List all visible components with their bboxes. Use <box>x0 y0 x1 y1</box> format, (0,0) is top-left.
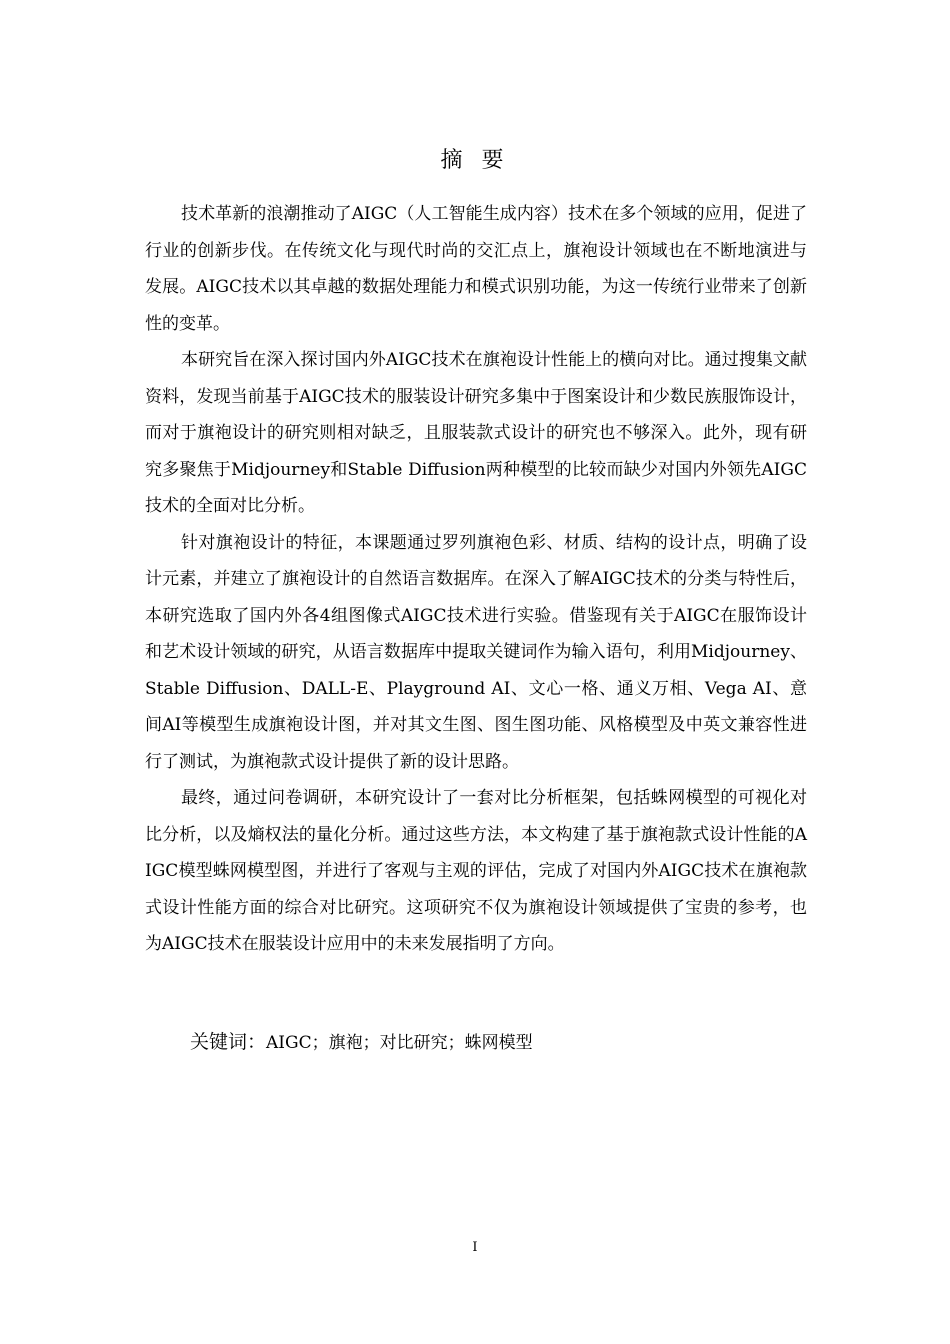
abstract-paragraph-3: 针对旗袍设计的特征，本课题通过罗列旗袍色彩、材质、结构的设计点，明确了设计元素，并建立了旗袍设计的自然语言数据库。在深入了解AIGC技术的分类与特性后，本研究选取了国内外各4组图像式AIGC技术进行实验。借鉴现有关于AIGC在服饰设计和艺术设计领域的研究，从语言数据库中提取关键词作为输入语句，利用Midjourney、Stable Diffusion、DALL-E、Playground AI、文心一格、通义万相、Vega AI、意间AI等模型生成旗袍设计图，并对其文生图、图生图功能、风格模型及中英文兼容性进行了测试，为旗袍款式设计提供了新的设计思路。 <box>145 532 807 772</box>
page-number: I <box>472 1240 478 1255</box>
keywords-label: 关键词： <box>190 1031 267 1053</box>
abstract-title: 摘 要 <box>440 148 510 173</box>
keywords-line <box>190 1024 810 1061</box>
keywords-value: AIGC；旗袍；对比研究；蛛网模型 <box>266 1033 533 1053</box>
abstract-body <box>145 196 807 963</box>
abstract-paragraph-4: 最终，通过问卷调研，本研究设计了一套对比分析框架，包括蛛网模型的可视化对比分析，以及熵权法的量化分析。通过这些方法，本文构建了基于旗袍款式设计性能的AIGC模型蛛网模型图，并进行了客观与主观的评估，完成了对国内外AIGC技术在旗袍款式设计性能方面的综合对比研究。这项研究不仅为旗袍设计领域提供了宝贵的参考，也为AIGC技术在服装设计应用中的未来发展指明了方向。 <box>145 788 807 954</box>
abstract-paragraph-1: 技术革新的浪潮推动了AIGC（人工智能生成内容）技术在多个领域的应用，促进了行业的创新步伐。在传统文化与现代时尚的交汇点上，旗袍设计领域也在不断地演进与发展。AIGC技术以其卓越的数据处理能力和模式识别功能，为这一传统行业带来了创新性的变革。 <box>145 204 807 334</box>
abstract-paragraph-2: 本研究旨在深入探讨国内外AIGC技术在旗袍设计性能上的横向对比。通过搜集文献资料，发现当前基于AIGC技术的服装设计研究多集中于图案设计和少数民族服饰设计，而对于旗袍设计的研究则相对缺乏，且服装款式设计的研究也不够深入。此外，现有研究多聚焦于Midjourney和Stable Diffusion两种模型的比较而缺少对国内外领先AIGC技术的全面对比分析。 <box>145 350 807 516</box>
